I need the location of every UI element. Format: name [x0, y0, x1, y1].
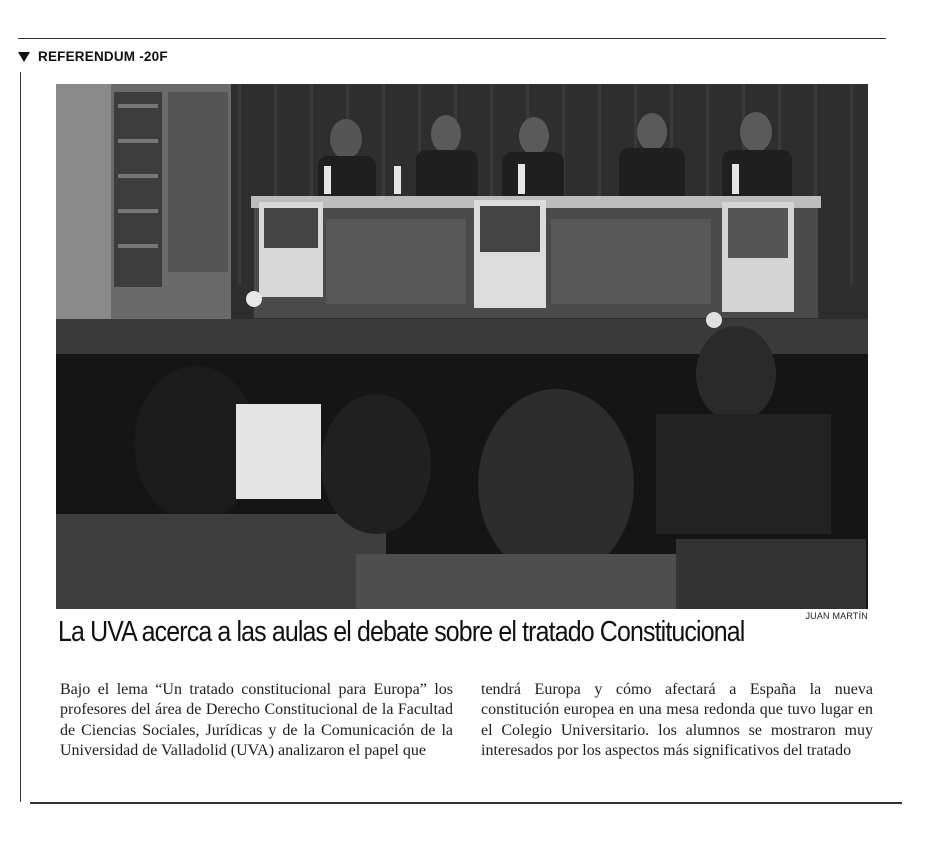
bottom-rule — [30, 802, 902, 804]
triangle-down-icon — [18, 52, 30, 62]
article-body-column-1: Bajo el lema “Un tratado constitucional para Europa” los profesores del área de Derecho Constitucional de la Facultad de Ciencias Sociales, Jurídicas y de la Comunicación de la Universidad de Valladolid (UVA) analizaron el papel que — [60, 681, 453, 760]
top-rule — [18, 38, 886, 39]
article-photo — [56, 84, 868, 609]
section-header — [18, 49, 168, 64]
photo-credit: JUAN MARTÍN — [805, 611, 868, 621]
conference-photo-illustration — [56, 84, 868, 609]
article-headline: La UVA acerca a las aulas el debate sobre el tratado Constitucional — [58, 616, 745, 648]
article-body-column-2: tendrá Europa y cómo afectará a España la nueva constitución europea en una mesa redonda que tuvo lugar en el Colegio Universitario. los alumnos se mostraron muy interesados por los aspectos más significativos del tratado — [481, 681, 873, 760]
section-label: REFERENDUM -20F — [38, 49, 168, 64]
